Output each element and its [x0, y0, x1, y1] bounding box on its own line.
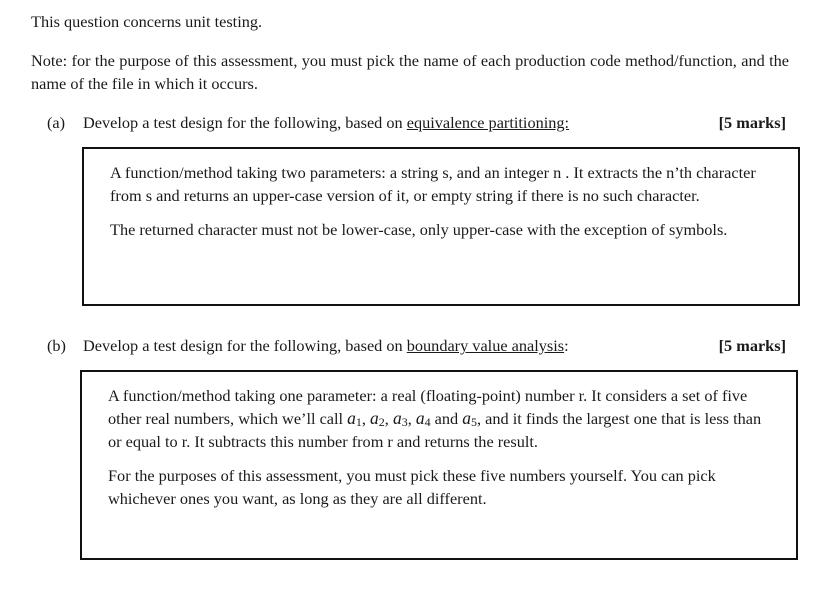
- question-a-prompt: Develop a test design for the following, based on: [83, 113, 407, 132]
- question-a-marks: [5 marks]: [718, 113, 786, 132]
- question-b-text: [83, 334, 569, 357]
- question-a-heading: [47, 111, 789, 134]
- question-b-heading: [47, 334, 789, 357]
- question-a-technique: equivalence partitioning:: [406, 113, 570, 132]
- variable-a4: [416, 408, 431, 428]
- question-b-spec-box: [80, 370, 798, 560]
- question-b-technique: boundary value analysis: [406, 336, 565, 355]
- question-b-colon: :: [564, 336, 569, 355]
- variable-a1-subscript: 1: [355, 415, 362, 429]
- question-b-spec-paragraph-1: [108, 384, 774, 453]
- question-a-text: [83, 111, 569, 134]
- question-b-spec-text-start: A function/method taking one parameter: a real (floating-point) number r. It considers a set of five other real numbers, which we’ll call: [108, 386, 748, 428]
- question-a-spec-paragraph-1: A function/method taking two parameters: a string s, and an integer n . It extracts the n’th character from s and returns an upper-case version of it, or empty string if there is no such character.: [110, 163, 756, 205]
- variable-a1-base: a: [347, 408, 356, 428]
- question-a-spec-paragraph-2: The returned character must not be lower-case, only upper-case with the exception of symbols.: [110, 220, 728, 239]
- separator: ,: [384, 409, 393, 428]
- variable-a3: [393, 408, 408, 428]
- question-b-number: (b): [47, 336, 66, 355]
- question-a-spec-box: [82, 147, 800, 306]
- variable-a5-subscript: 5: [470, 415, 477, 429]
- variable-a2: [370, 408, 385, 428]
- separator: ,: [407, 409, 416, 428]
- variable-a2-subscript: 2: [378, 415, 385, 429]
- question-b-spec-paragraph-2: For the purposes of this assessment, you must pick these five numbers yourself. You can pick whichever ones you want, as long as they are all different.: [108, 466, 716, 508]
- variable-a4-base: a: [415, 408, 425, 428]
- question-b-marks: [5 marks]: [718, 336, 786, 355]
- variable-a2-base: a: [370, 408, 379, 428]
- question-a-number: (a): [47, 113, 66, 132]
- separator: ,: [361, 409, 371, 428]
- intro-text: This question concerns unit testing.: [31, 12, 263, 31]
- variable-a5: [462, 408, 477, 428]
- variable-a1: [347, 408, 362, 428]
- note-text: Note: for the purpose of this assessment, you must pick the name of each production code method/function, and the name of the file in which it occurs.: [31, 51, 789, 93]
- variable-a3-base: a: [392, 408, 402, 428]
- variable-a4-subscript: 4: [424, 415, 431, 429]
- separator: and: [430, 409, 463, 428]
- variable-a3-subscript: 3: [401, 415, 408, 429]
- question-b-spec-text-end: , and it finds the largest one that is less than or equal to r. It subtracts this number from r and returns the result.: [108, 409, 762, 451]
- question-b-prompt: Develop a test design for the following, based on: [83, 336, 407, 355]
- variable-a5-base: a: [462, 408, 471, 428]
